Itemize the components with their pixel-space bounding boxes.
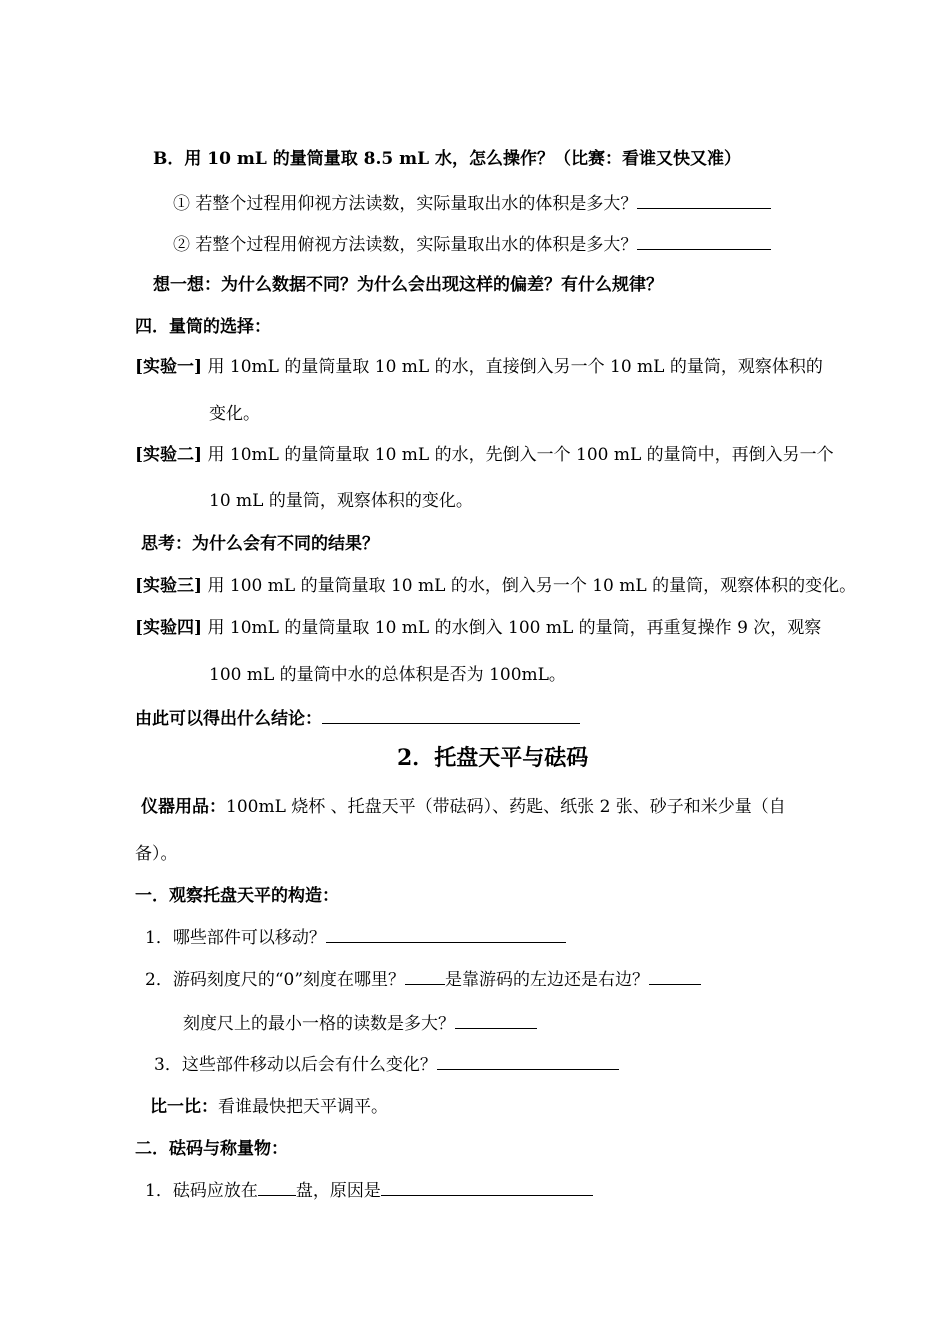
answer-blank[interactable] xyxy=(437,1053,619,1070)
question-text: 1．哪些部件可以移动？ xyxy=(145,928,326,948)
experiment-1-continued: 变化。 xyxy=(209,404,260,424)
answer-blank[interactable] xyxy=(405,968,445,985)
equipment-text: 100mL 烧杯 、托盘天平（带砝码）、药匙、纸张 2 张、砂子和米少量（自 xyxy=(226,797,786,817)
answer-blank[interactable] xyxy=(649,968,701,985)
experiment-text: 用 10mL 的量筒量取 10 mL 的水，先倒入一个 100 mL 的量筒中，再倒入另一个 xyxy=(202,445,834,465)
question-movement-effect xyxy=(154,1053,619,1076)
experiment-2 xyxy=(135,444,834,466)
think-prompt: 想一想：为什么数据不同？为什么会出现这样的偏差？有什么规律？ xyxy=(153,275,663,295)
question-text: 是靠游码的左边还是右边？ xyxy=(445,970,650,990)
experiment-4-continued: 100 mL 的量筒中水的总体积是否为 100mL。 xyxy=(209,665,566,685)
experiment-4 xyxy=(135,617,821,639)
question-min-scale xyxy=(183,1012,537,1035)
answer-blank[interactable] xyxy=(322,707,580,724)
answer-blank[interactable] xyxy=(455,1012,537,1029)
equipment-list-continued: 备）。 xyxy=(135,844,178,864)
question-zero-mark xyxy=(145,968,701,991)
compare-label: 比一比： xyxy=(150,1097,218,1117)
answer-blank[interactable] xyxy=(258,1179,296,1196)
answer-blank[interactable] xyxy=(637,233,771,250)
section-heading: 四．量筒的选择： xyxy=(135,317,271,337)
question-text: 1．砝码应放在 xyxy=(145,1181,258,1201)
equipment-list xyxy=(141,796,786,818)
question-b: B．用 10 mL 的量筒量取 8.5 mL 水，怎么操作？（比赛：看谁又快又准） xyxy=(153,149,741,169)
question-downward-view xyxy=(173,233,771,256)
experiment-label: [实验三] xyxy=(135,576,203,596)
question-text: 3．这些部件移动以后会有什么变化？ xyxy=(154,1055,437,1075)
question-text: 盘，原因是 xyxy=(295,1181,381,1201)
question-text: ① 若整个过程用仰视方法读数，实际量取出水的体积是多大？ xyxy=(173,194,638,214)
experiment-2-continued: 10 mL 的量筒，观察体积的变化。 xyxy=(209,491,473,511)
section-heading: 一．观察托盘天平的构造： xyxy=(135,886,339,906)
answer-blank[interactable] xyxy=(637,192,771,209)
section-heading: 二．砝码与称量物： xyxy=(135,1139,288,1159)
experiment-3 xyxy=(135,575,856,597)
compare-text: 看谁最快把天平调平。 xyxy=(218,1097,388,1117)
experiment-text: 用 10mL 的量筒量取 10 mL 的水倒入 100 mL 的量筒，再重复操作 9 次，观察 xyxy=(202,618,822,638)
answer-blank[interactable] xyxy=(381,1179,593,1196)
section-title: 2．托盘天平与砝码 xyxy=(397,745,589,771)
question-text: 刻度尺上的最小一格的读数是多大？ xyxy=(183,1014,455,1034)
question-weight-placement xyxy=(145,1179,593,1202)
experiment-text: 用 10mL 的量筒量取 10 mL 的水，直接倒入另一个 10 mL 的量筒，观察体积的 xyxy=(202,357,823,377)
equipment-label: 仪器用品： xyxy=(141,797,226,817)
experiment-label: [实验四] xyxy=(135,618,203,638)
question-upward-view xyxy=(173,192,771,215)
experiment-1 xyxy=(135,356,823,378)
compare-prompt xyxy=(150,1096,388,1118)
question-movable-parts xyxy=(145,926,566,949)
question-text: ② 若整个过程用俯视方法读数，实际量取出水的体积是多大？ xyxy=(173,235,638,255)
question-text: 由此可以得出什么结论： xyxy=(135,709,322,729)
question-text: 2．游码刻度尺的“0”刻度在哪里？ xyxy=(145,970,406,990)
answer-blank[interactable] xyxy=(326,926,566,943)
experiment-text: 用 100 mL 的量筒量取 10 mL 的水，倒入另一个 10 mL 的量筒，观察体积的变化。 xyxy=(202,576,857,596)
experiment-label: [实验一] xyxy=(135,357,203,377)
conclusion-question xyxy=(135,707,580,730)
experiment-label: [实验二] xyxy=(135,445,203,465)
reflect-prompt: 思考：为什么会有不同的结果？ xyxy=(141,534,379,554)
